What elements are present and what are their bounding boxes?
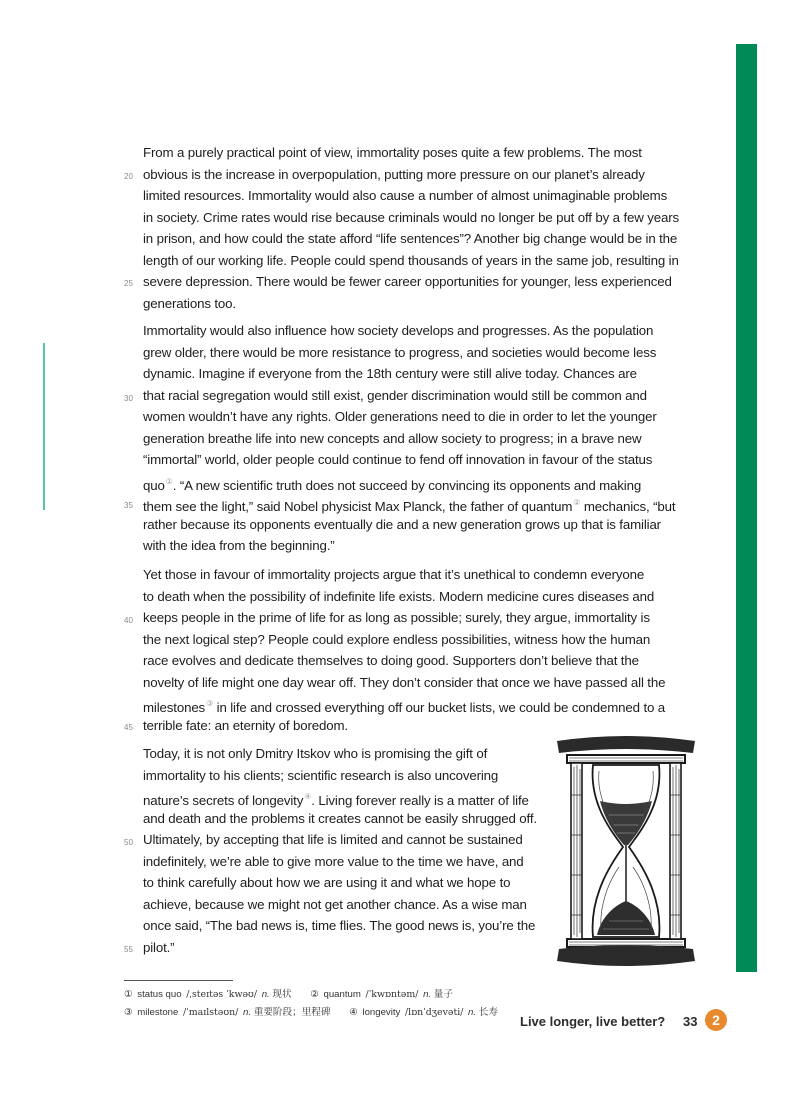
- text-line: that racial segregation would still exist, gender discrimination would still be common and: [143, 387, 647, 403]
- footnote-marker: ③: [206, 699, 214, 708]
- line-number: 20: [124, 172, 133, 181]
- text-run: them see the light,” said Nobel physicist Max Planck, the father of quantum: [143, 499, 573, 514]
- footnote-pos: n.: [261, 989, 270, 1000]
- running-footer-title: Live longer, live better?: [520, 1014, 666, 1029]
- footnote-pos: n.: [468, 1007, 477, 1018]
- footnote-marker: ④: [304, 792, 312, 801]
- margin-highlight-rule: [43, 343, 45, 510]
- footnote-word: milestone: [137, 1007, 179, 1018]
- text-line: dynamic. Imagine if everyone from the 18th century were still alive today. Chances are: [143, 366, 637, 381]
- text-run: . Living forever really is a matter of life: [311, 793, 529, 808]
- footnote-divider: [124, 980, 233, 981]
- text-line: [143, 471, 691, 493]
- footnote-num: ④: [349, 1007, 358, 1018]
- line-number: 55: [124, 945, 133, 954]
- text-line: indefinitely, we’re able to give more value to the time we have, and: [143, 853, 524, 869]
- text-line: severe depression. There would be fewer career opportunities for younger, less experienced: [143, 274, 672, 289]
- footnote-entry: [349, 1007, 500, 1018]
- chapter-edge-bar: [736, 44, 757, 972]
- line-number: 30: [124, 394, 133, 403]
- text-line: From a purely practical point of view, immortality poses quite a few problems. The most: [143, 145, 642, 160]
- text-line: race evolves and dedicate themselves to doing good. Supporters don’t believe that the: [143, 653, 639, 668]
- text-line: immortality to his clients; scientific research is also uncovering: [143, 767, 499, 783]
- text-line: achieve, because we might not get another chance. As a wise man: [143, 896, 527, 912]
- text-line: length of our working life. People could spend thousands of years in the same job, resulting in: [143, 252, 679, 268]
- footnote-gloss: 长寿: [478, 1007, 498, 1018]
- chapter-number-badge: 2: [705, 1009, 727, 1031]
- hourglass-illustration: [553, 735, 699, 967]
- paragraph-2: [143, 320, 691, 557]
- text-line: Today, it is not only Dmitry Itskov who is promising the gift of: [143, 746, 488, 761]
- text-line: Immortality would also influence how society develops and progresses. As the population: [143, 323, 654, 338]
- text-line: to think carefully about how we are using it and what we hope to: [143, 875, 511, 890]
- line-number: 35: [124, 501, 133, 510]
- footnote-word: quantum: [323, 989, 361, 1000]
- text-run: . “A new scientific truth does not succeed by convincing its opponents and making: [172, 477, 642, 493]
- text-run: mechanics, “but: [580, 499, 676, 514]
- text-line: to death when the possibility of indefinite life exists. Modern medicine cures diseases and: [143, 588, 655, 604]
- footnote-entry: [124, 1007, 335, 1018]
- text-line: terrible fate: an eternity of boredom.: [143, 717, 348, 733]
- footnote-ipa: /ˈkwɒntəm/: [365, 989, 419, 1000]
- text-line: limited resources. Immortality would also cause a number of almost unimaginable problems: [143, 188, 668, 203]
- text-line: and death and the problems it creates cannot be easily shrugged off.: [143, 810, 537, 826]
- text-run: nature’s secrets of longevity: [143, 793, 304, 808]
- footnote-ipa: /ˈmaɪlstəʊn/: [183, 1007, 239, 1018]
- footnote-num: ①: [124, 989, 133, 1000]
- text-line: “immortal” world, older people could continue to fend off innovation in favour of the status: [143, 452, 653, 467]
- text-line: once said, “The bad news is, time flies. The good news is, you’re the: [143, 918, 536, 933]
- line-number: 45: [124, 723, 133, 732]
- text-line: generations too.: [143, 295, 236, 311]
- footnote-gloss: 重要阶段；里程碑: [253, 1007, 331, 1018]
- text-line: obvious is the increase in overpopulation, putting more pressure on our planet’s already: [143, 166, 645, 182]
- footnote-ipa: /lɒnˈdʒevəti/: [404, 1007, 464, 1018]
- footnote-gloss: 量子: [433, 989, 453, 1000]
- text-line: Ultimately, by accepting that life is limited and cannot be sustained: [143, 832, 523, 847]
- line-number: 40: [124, 616, 133, 625]
- footnote-row-1: [124, 986, 469, 1000]
- footnote-row-2: [124, 1004, 514, 1018]
- text-run: milestones: [143, 700, 206, 715]
- text-line: women wouldn’t have any rights. Older generations need to die in order to let the younger: [143, 409, 657, 424]
- text-line: [143, 693, 691, 715]
- page-number: 33: [683, 1014, 698, 1029]
- text-line: Yet those in favour of immortality projects argue that it’s unethical to condemn everyone: [143, 567, 645, 582]
- text-line: generation breathe life into new concepts and allow society to progress; in a brave new: [143, 430, 642, 446]
- text-line: in society. Crime rates would rise because criminals would no longer be put off by a few years: [143, 209, 680, 225]
- text-line: in prison, and how could the state afford “life sentences”? Another big change would be in the: [143, 231, 678, 246]
- footnote-entry: [310, 989, 455, 1000]
- footnote-marker: ②: [573, 498, 581, 507]
- text-line: [143, 492, 691, 514]
- text-line: grew older, there would be more resistance to progress, and societies would become less: [143, 344, 657, 360]
- footnote-word: status quo: [137, 989, 182, 1000]
- text-run: quo: [143, 477, 165, 493]
- footnote-pos: n.: [423, 989, 432, 1000]
- text-line: novelty of life might one day wear off. They don’t consider that once we have passed all the: [143, 674, 666, 690]
- text-line: rather because its opponents eventually die and a new generation grows up that is familiar: [143, 516, 661, 532]
- text-line: the next logical step? People could explore endless possibilities, witness how the human: [143, 631, 651, 647]
- footnote-entry: [124, 989, 296, 1000]
- text-line: pilot.”: [143, 939, 175, 955]
- paragraph-3: [143, 564, 691, 736]
- footnote-num: ③: [124, 1007, 133, 1018]
- text-run: in life and crossed everything off our bucket lists, we could be condemned to a: [213, 700, 666, 715]
- footnote-marker: ①: [165, 476, 173, 486]
- footnote-num: ②: [310, 989, 319, 1000]
- footnote-word: longevity: [362, 1007, 401, 1018]
- footnote-pos: n.: [243, 1007, 252, 1018]
- line-number: 25: [124, 279, 133, 288]
- line-number: 50: [124, 838, 133, 847]
- paragraph-1: [143, 142, 691, 314]
- footnote-ipa: /ˌsteɪtəs ˈkwəʊ/: [186, 989, 258, 1000]
- footnote-gloss: 现状: [272, 989, 292, 1000]
- text-line: keeps people in the prime of life for as long as possible; surely, they argue, immortality is: [143, 610, 650, 625]
- text-line: with the idea from the beginning.”: [143, 538, 335, 553]
